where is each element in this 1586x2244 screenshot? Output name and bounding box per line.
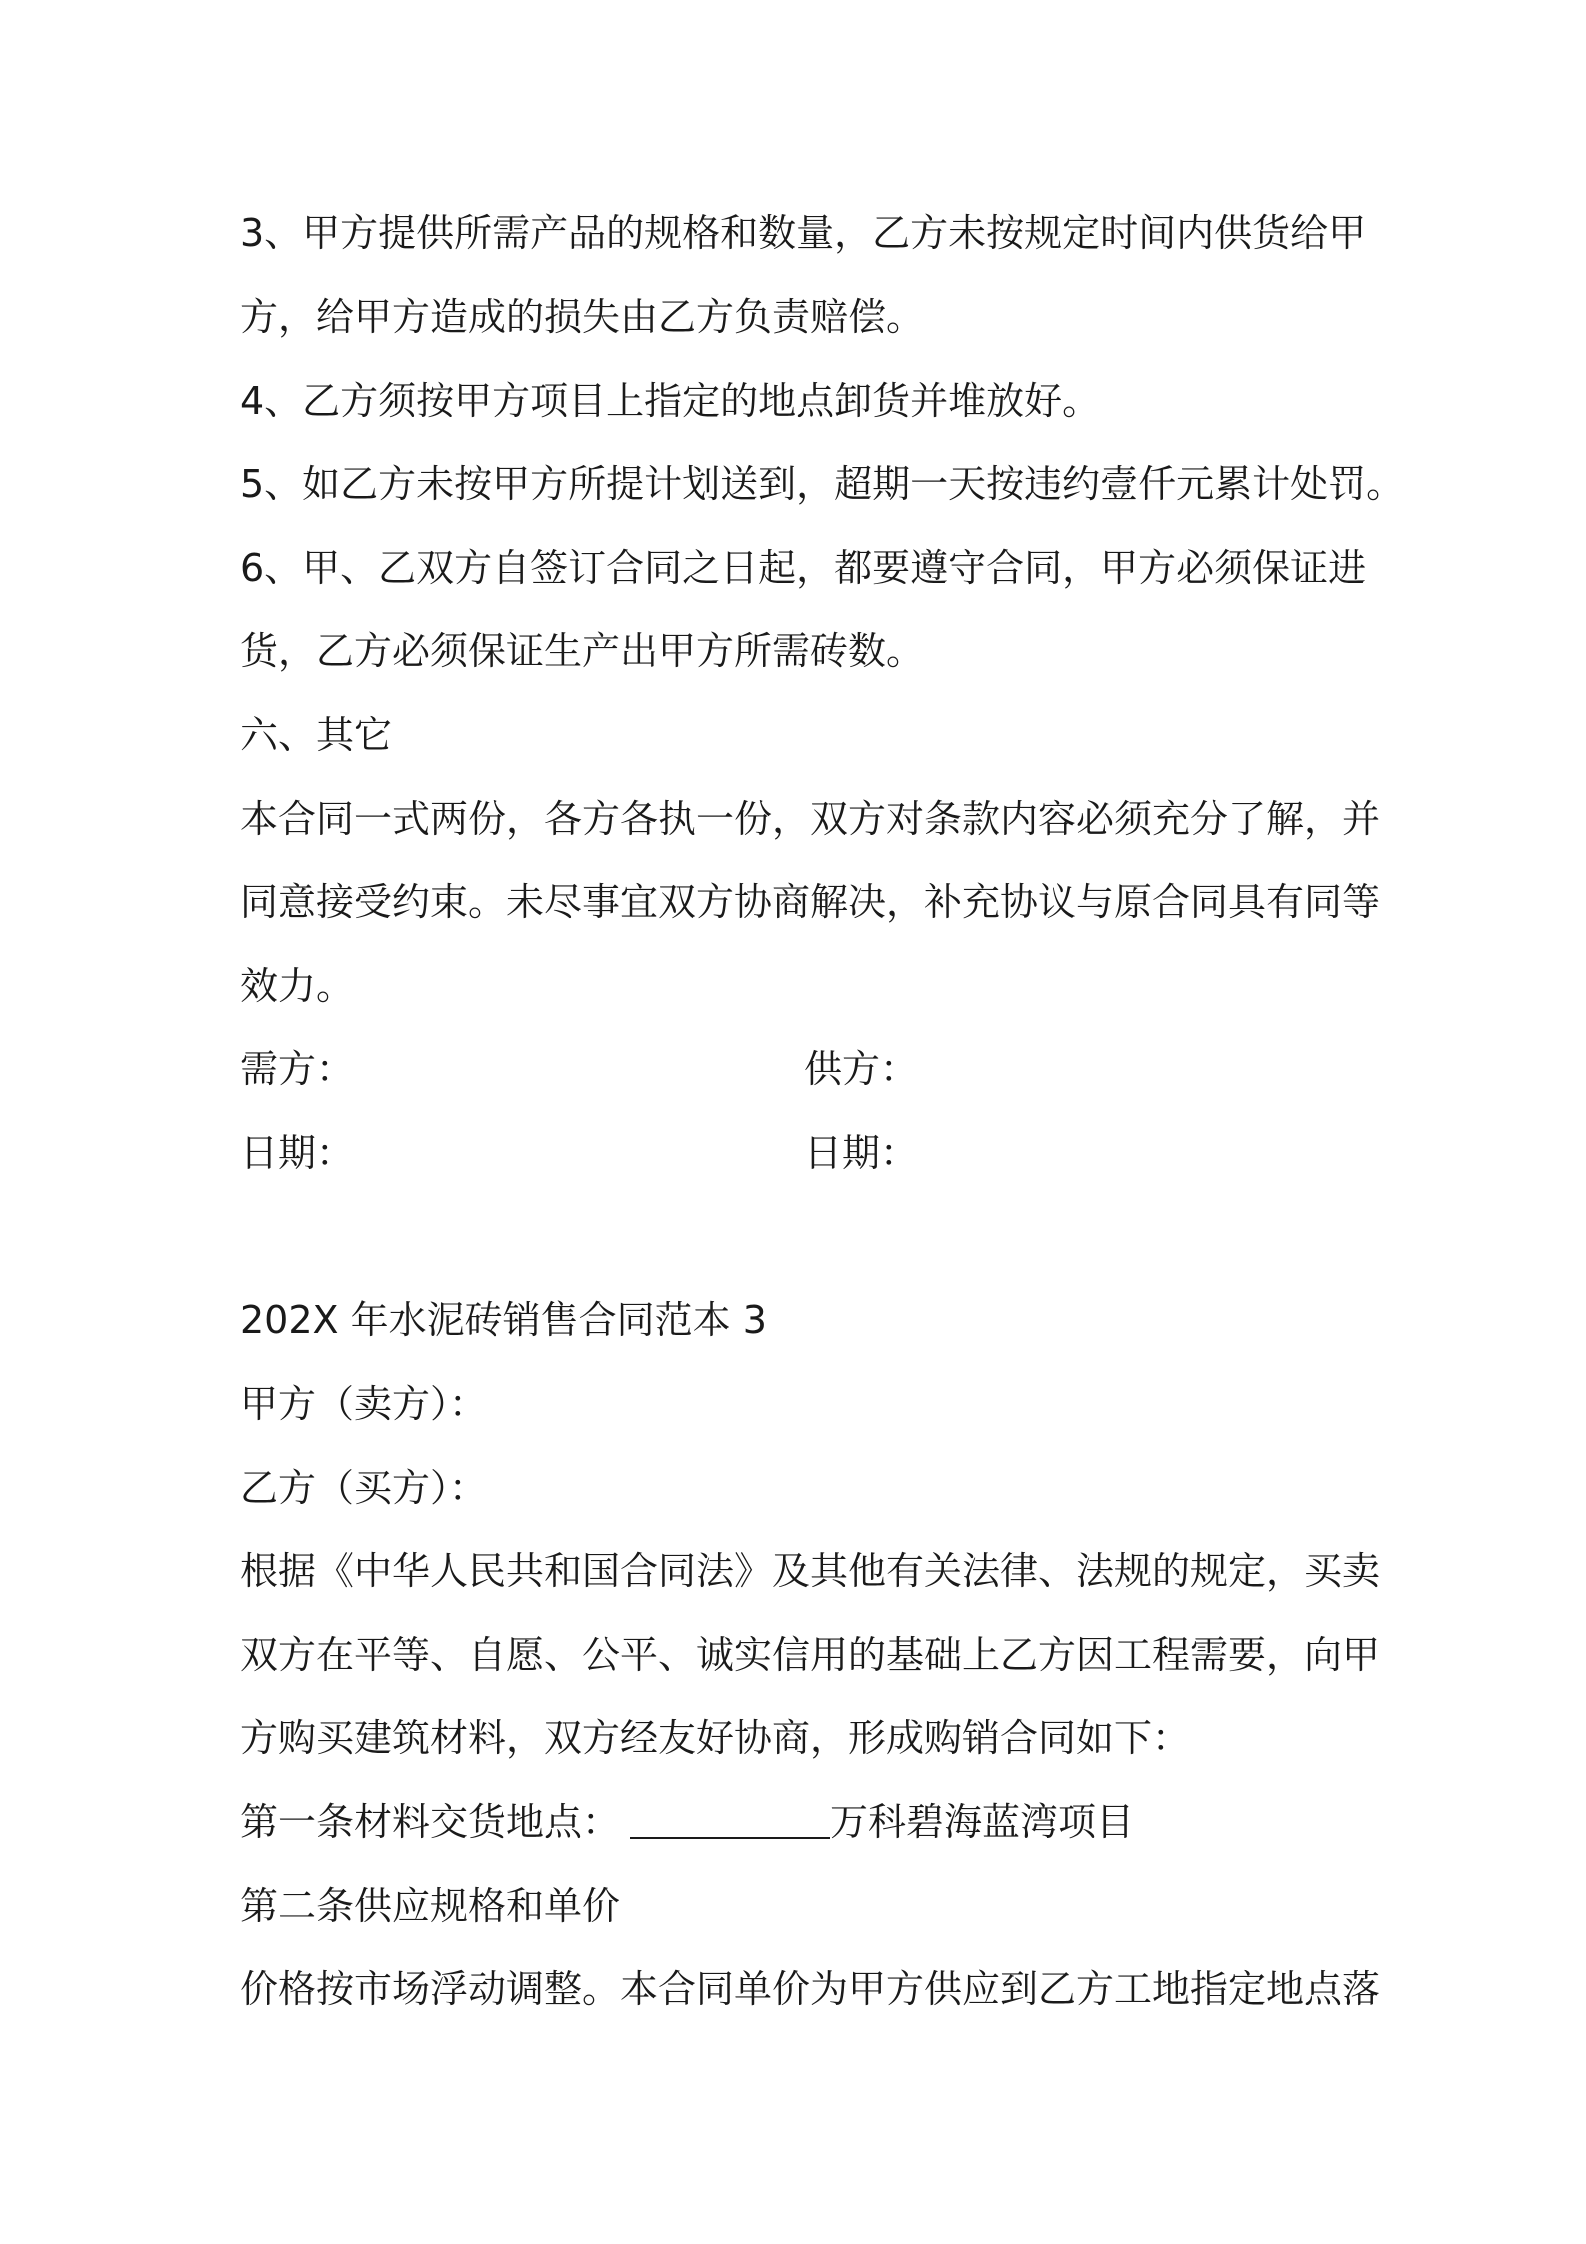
clause-4: 4、乙方须按甲方项目上指定的地点卸货并堆放好。 — [240, 379, 1101, 423]
other-paragraph-line-1: 本合同一式两份，各方各执一份，双方对条款内容必须充分了解，并 — [240, 797, 1381, 841]
seller-label: 供方： — [804, 1047, 919, 1091]
clause-6-line-1: 6、甲、乙双方自签订合同之日起，都要遵守合同，甲方必须保证进 — [240, 546, 1367, 590]
clause-3-line-2: 方，给甲方造成的损失由乙方负责赔偿。 — [240, 295, 925, 339]
intro-line-3: 方购买建筑材料，双方经友好协商，形成购销合同如下： — [240, 1716, 1191, 1760]
buyer-label: 需方： — [240, 1047, 355, 1091]
clause-3-line-1: 3、甲方提供所需产品的规格和数量，乙方未按规定时间内供货给甲 — [240, 211, 1367, 255]
article-2-text: 价格按市场浮动调整。本合同单价为甲方供应到乙方工地指定地点落 — [240, 1967, 1381, 2011]
clause-6-line-2: 货，乙方必须保证生产出甲方所需砖数。 — [240, 629, 925, 673]
contract3-title: 202X 年水泥砖销售合同范本 3 — [240, 1298, 767, 1342]
article-1-value: 万科碧海蓝湾项目 — [830, 1800, 1135, 1844]
other-paragraph-line-3: 效力。 — [240, 964, 355, 1008]
article-1-line — [240, 1797, 1134, 1847]
party-a-label: 甲方（卖方）： — [240, 1382, 488, 1426]
buyer-date-label: 日期： — [240, 1131, 355, 1175]
seller-date-label: 日期： — [804, 1131, 919, 1175]
fill-blank-underline — [630, 1797, 830, 1839]
other-paragraph-line-2: 同意接受约束。未尽事宜双方协商解决，补充协议与原合同具有同等 — [240, 880, 1381, 924]
intro-line-1: 根据《中华人民共和国合同法》及其他有关法律、法规的规定，买卖 — [240, 1549, 1381, 1593]
intro-line-2: 双方在平等、自愿、公平、诚实信用的基础上乙方因工程需要，向甲 — [240, 1633, 1381, 1677]
party-b-label: 乙方（买方）： — [240, 1466, 488, 1510]
article-2-heading: 第二条供应规格和单价 — [240, 1884, 621, 1928]
article-1-label: 第一条材料交货地点： — [240, 1800, 621, 1844]
clause-5: 5、如乙方未按甲方所提计划送到，超期一天按违约壹仟元累计处罚。 — [240, 462, 1405, 506]
section-six-heading: 六、其它 — [240, 713, 393, 757]
